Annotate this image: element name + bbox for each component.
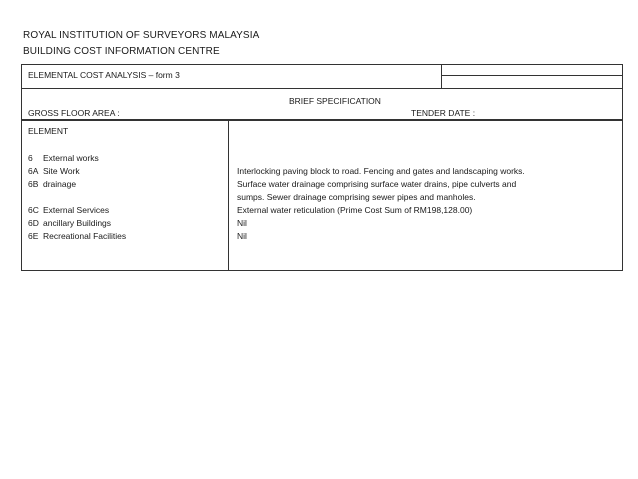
- element-row: [28, 166, 80, 176]
- specification-line: Nil: [237, 231, 247, 241]
- element-name: External Services: [43, 205, 110, 215]
- element-code: 6: [28, 153, 33, 163]
- specification-line: External water reticulation (Prime Cost Sum of RM198,128.00): [237, 205, 473, 215]
- specification-line: Surface water drainage comprising surface water drains, pipe culverts and: [237, 179, 517, 189]
- element-row: [28, 205, 109, 215]
- divider: [22, 88, 622, 89]
- element-name: Site Work: [43, 166, 80, 176]
- element-code: 6C: [28, 205, 39, 215]
- element-row: [28, 153, 99, 163]
- divider: [441, 65, 442, 88]
- specification-line: Nil: [237, 218, 247, 228]
- tender-date-label: TENDER DATE :: [411, 108, 476, 118]
- element-row: [28, 179, 76, 189]
- specification-line: Interlocking paving block to road. Fencing and gates and landscaping works.: [237, 166, 525, 176]
- element-name: External works: [43, 153, 99, 163]
- element-name: Recreational Facilities: [43, 231, 127, 241]
- element-code: 6E: [28, 231, 39, 241]
- centre-title: BUILDING COST INFORMATION CENTRE: [23, 46, 220, 57]
- column-divider: [228, 121, 229, 270]
- element-table: [21, 120, 623, 271]
- divider: [441, 75, 622, 76]
- brief-specification-label: BRIEF SPECIFICATION: [289, 96, 381, 106]
- element-heading: ELEMENT: [28, 126, 69, 136]
- element-code: 6D: [28, 218, 39, 228]
- element-code: 6B: [28, 179, 39, 189]
- element-code: 6A: [28, 166, 39, 176]
- gross-floor-area-label: GROSS FLOOR AREA :: [28, 108, 120, 118]
- element-row: [28, 218, 111, 228]
- element-name: drainage: [43, 179, 77, 189]
- form-header-box: [21, 64, 623, 120]
- form-title: ELEMENTAL COST ANALYSIS – form 3: [28, 70, 180, 80]
- element-name: ancillary Buildings: [43, 218, 112, 228]
- element-row: [28, 231, 126, 241]
- specification-line: sumps. Sewer drainage comprising sewer pipes and manholes.: [237, 192, 476, 202]
- institution-title: ROYAL INSTITUTION OF SURVEYORS MALAYSIA: [23, 30, 260, 41]
